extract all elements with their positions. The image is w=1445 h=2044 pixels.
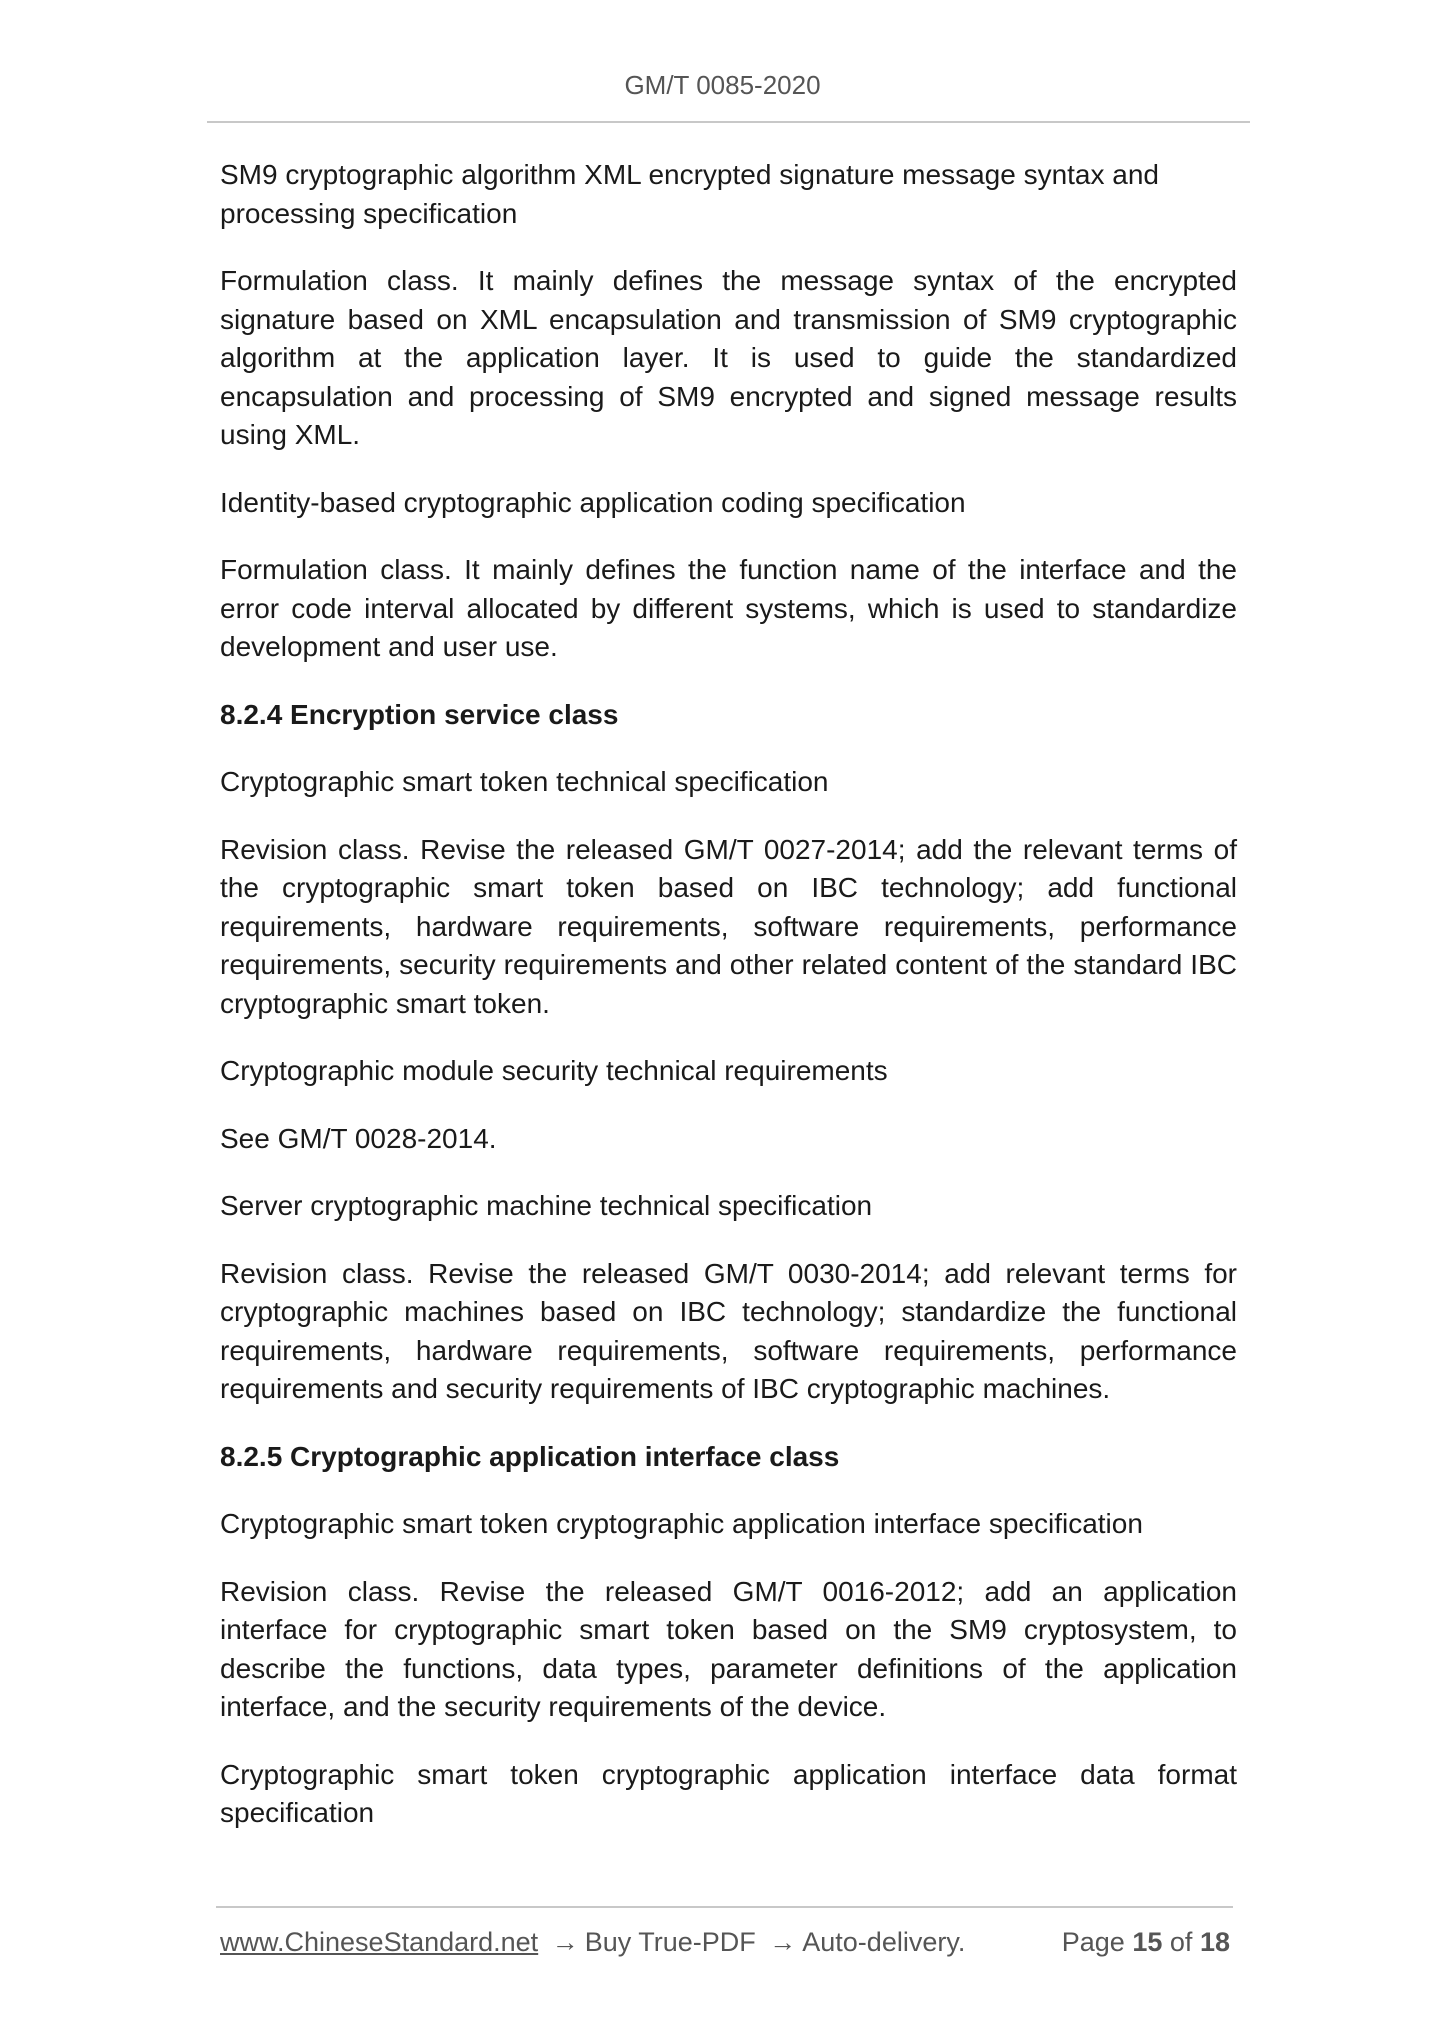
arrow-right-icon: → xyxy=(551,1927,579,1957)
spec-description-sm9-xml: Formulation class. It mainly defines the message syntax of the encrypted signature based on XML encapsulation and transmission of SM9 cryptographic algorithm at the application layer. It is used to guide the standardized encapsulation and processing of SM9 encrypted and signed message results using XML. xyxy=(220,265,1237,450)
section-heading-8-2-5: 8.2.5 Cryptographic application interface class xyxy=(220,1440,840,1472)
footer-divider xyxy=(216,1906,1233,1908)
spec-title-sm9-xml: SM9 cryptographic algorithm XML encrypted signature message syntax and processing specification xyxy=(220,159,1159,229)
page-total: 18 xyxy=(1199,1927,1230,1957)
header-divider xyxy=(207,121,1250,123)
page-of-label: of xyxy=(1169,1927,1193,1957)
spec-title-ibc-coding: Identity-based cryptographic application coding specification xyxy=(220,486,966,518)
spec-title-server-machine: Server cryptographic machine technical specification xyxy=(220,1190,873,1221)
spec-description-module-security: See GM/T 0028-2014. xyxy=(220,1122,497,1154)
spec-title-module-security: Cryptographic module security technical requirements xyxy=(220,1055,888,1086)
page-content xyxy=(220,156,1237,1862)
section-heading-8-2-4: 8.2.4 Encryption service class xyxy=(220,698,619,730)
spec-title-token-api-data-format: Cryptographic smart token cryptographic application interface data format specification xyxy=(220,1758,1237,1828)
page-number: 15 xyxy=(1132,1927,1163,1957)
arrow-right-icon: → xyxy=(769,1927,797,1957)
buy-true-pdf-text: Buy True-PDF xyxy=(584,1927,756,1957)
page-indicator xyxy=(1062,1922,1230,1962)
spec-description-smart-token: Revision class. Revise the released GM/T 0027-2014; add the relevant terms of the cryptographic smart token based on IBC technology; add functional requirements, hardware requirements, software requirements, performance requirements, security requirements and other related content of the standard IBC cryptographic smart token. xyxy=(220,833,1237,1019)
document-header-code: GM/T 0085-2020 xyxy=(624,70,821,100)
website-link[interactable]: www.ChineseStandard.net xyxy=(220,1927,539,1957)
spec-description-token-api: Revision class. Revise the released GM/T 0016-2012; add an application interface for cryptographic smart token based on the SM9 cryptosystem, to describe the functions, data types, parameter definitions of the application interface, and the security requirements of the device. xyxy=(220,1575,1237,1722)
page-footer xyxy=(220,1922,1230,1962)
spec-title-smart-token: Cryptographic smart token technical specification xyxy=(220,766,829,797)
spec-description-ibc-coding: Formulation class. It mainly defines the function name of the interface and the error code interval allocated by different systems, which is used to standardize development and user use. xyxy=(220,554,1237,662)
spec-title-token-api: Cryptographic smart token cryptographic application interface specification xyxy=(220,1508,1143,1539)
page-label: Page xyxy=(1061,1927,1125,1957)
spec-description-server-machine: Revision class. Revise the released GM/T 0030-2014; add relevant terms for cryptographic machines based on IBC technology; standardize the functional requirements, hardware requirements, software requirements, performance requirements and security requirements of IBC cryptographic machines. xyxy=(220,1257,1237,1404)
auto-delivery-text: Auto-delivery. xyxy=(802,1927,966,1957)
